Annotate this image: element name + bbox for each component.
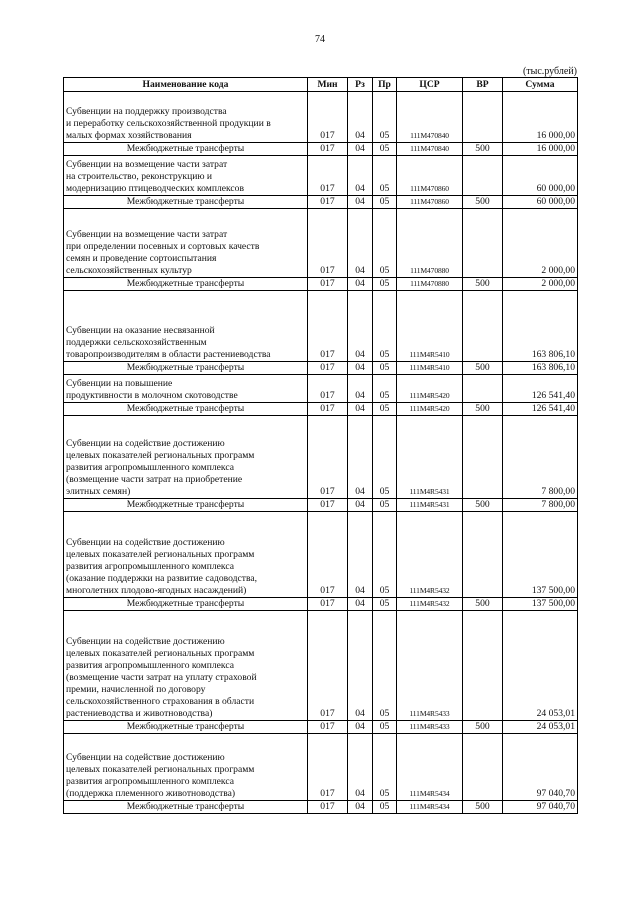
cell-vr: 500 — [463, 598, 503, 611]
table-row-subvention — [64, 375, 578, 403]
cell-name — [64, 196, 308, 209]
row-label: Межбюджетные трансферты — [126, 403, 245, 414]
cell-name — [64, 92, 308, 143]
cell-min: 017 — [308, 291, 348, 362]
cell-csr: 111M4R5432 — [397, 598, 463, 611]
cell-pr: 05 — [373, 801, 397, 814]
cell-vr: 500 — [463, 721, 503, 734]
header-pr: Пр — [373, 78, 397, 92]
table-row-subvention — [64, 156, 578, 196]
units-label: (тыс.рублей) — [522, 66, 577, 77]
cell-min: 017 — [308, 209, 348, 278]
cell-sum: 137 500,00 — [503, 598, 578, 611]
cell-name — [64, 721, 308, 734]
table-row-transfer — [64, 598, 578, 611]
cell-name — [64, 278, 308, 291]
table-row-transfer — [64, 721, 578, 734]
cell-vr — [463, 156, 503, 196]
cell-sum: 126 541,40 — [503, 375, 578, 403]
cell-name — [64, 209, 308, 278]
table-row-subvention — [64, 291, 578, 362]
cell-csr: 111M470880 — [397, 209, 463, 278]
cell-min: 017 — [308, 512, 348, 598]
row-label: Межбюджетные трансферты — [126, 598, 245, 609]
cell-sum: 7 800,00 — [503, 499, 578, 512]
cell-csr: 111M470860 — [397, 156, 463, 196]
cell-pr: 05 — [373, 499, 397, 512]
cell-min: 017 — [308, 196, 348, 209]
table-row-transfer — [64, 278, 578, 291]
cell-vr — [463, 416, 503, 499]
table-row-transfer — [64, 499, 578, 512]
cell-sum: 137 500,00 — [503, 512, 578, 598]
cell-min: 017 — [308, 598, 348, 611]
table-body — [64, 92, 578, 814]
cell-sum: 163 806,10 — [503, 362, 578, 375]
cell-min: 017 — [308, 156, 348, 196]
cell-name — [64, 362, 308, 375]
row-label: Субвенции на содействие достижению целевых показателей региональных программ развития агропромышленного комплекса (поддержка племенного животноводства) — [66, 752, 255, 799]
cell-vr — [463, 291, 503, 362]
cell-rz: 04 — [348, 362, 373, 375]
cell-csr: 111M4R5433 — [397, 611, 463, 721]
cell-pr: 05 — [373, 209, 397, 278]
cell-name — [64, 291, 308, 362]
cell-name — [64, 143, 308, 156]
table-row-subvention — [64, 92, 578, 143]
cell-pr: 05 — [373, 92, 397, 143]
cell-pr: 05 — [373, 143, 397, 156]
cell-sum: 97 040,70 — [503, 734, 578, 801]
cell-rz: 04 — [348, 156, 373, 196]
cell-vr: 500 — [463, 278, 503, 291]
row-label: Межбюджетные трансферты — [126, 143, 245, 154]
cell-vr: 500 — [463, 403, 503, 416]
cell-csr: 111M4R5431 — [397, 499, 463, 512]
cell-vr: 500 — [463, 143, 503, 156]
table-row-subvention — [64, 734, 578, 801]
cell-sum: 16 000,00 — [503, 92, 578, 143]
page-number: 74 — [315, 34, 325, 45]
cell-min: 017 — [308, 734, 348, 801]
header-min: Мин — [308, 78, 348, 92]
cell-sum: 60 000,00 — [503, 196, 578, 209]
cell-name — [64, 416, 308, 499]
cell-csr: 111M4R5433 — [397, 721, 463, 734]
cell-sum: 24 053,01 — [503, 611, 578, 721]
cell-pr: 05 — [373, 512, 397, 598]
cell-vr — [463, 375, 503, 403]
table-row-transfer — [64, 403, 578, 416]
cell-rz: 04 — [348, 278, 373, 291]
cell-min: 017 — [308, 278, 348, 291]
cell-pr: 05 — [373, 196, 397, 209]
cell-sum: 163 806,10 — [503, 291, 578, 362]
row-label: Межбюджетные трансферты — [126, 196, 245, 207]
cell-min: 017 — [308, 92, 348, 143]
row-label: Субвенции на возмещение части затрат при определении посевных и сортовых качеств семян и проведение сортоиспытания сельскохозяйственных культур — [66, 229, 260, 276]
cell-vr — [463, 734, 503, 801]
cell-name — [64, 403, 308, 416]
cell-vr — [463, 92, 503, 143]
cell-pr: 05 — [373, 416, 397, 499]
cell-csr: 111M4R5434 — [397, 801, 463, 814]
row-label: Межбюджетные трансферты — [126, 362, 245, 373]
table-row-subvention — [64, 209, 578, 278]
row-label: Субвенции на повышение продуктивности в молочном скотоводстве — [66, 378, 238, 401]
cell-min: 017 — [308, 362, 348, 375]
row-label: Субвенции на поддержку производства и переработку сельскохозяйственной продукции в малых формах хозяйствования — [66, 106, 271, 141]
table-row-transfer — [64, 801, 578, 814]
cell-vr: 500 — [463, 499, 503, 512]
cell-csr: 111M4R5410 — [397, 362, 463, 375]
cell-csr: 111M470840 — [397, 143, 463, 156]
row-label: Субвенции на возмещение части затрат на строительство, реконструкцию и модернизацию птицеводческих комплексов — [66, 159, 245, 194]
cell-rz: 04 — [348, 209, 373, 278]
cell-min: 017 — [308, 721, 348, 734]
cell-sum: 60 000,00 — [503, 156, 578, 196]
cell-name — [64, 598, 308, 611]
row-label: Субвенции на оказание несвязанной поддержки сельскохозяйственным товаропроизводителям в области растениеводства — [66, 325, 271, 360]
cell-csr: 111M470880 — [397, 278, 463, 291]
cell-sum: 97 040,70 — [503, 801, 578, 814]
cell-pr: 05 — [373, 291, 397, 362]
cell-csr: 111M470860 — [397, 196, 463, 209]
budget-table — [63, 77, 578, 814]
cell-name — [64, 375, 308, 403]
table-header-row — [64, 78, 578, 92]
cell-rz: 04 — [348, 196, 373, 209]
cell-min: 017 — [308, 143, 348, 156]
cell-rz: 04 — [348, 375, 373, 403]
cell-vr — [463, 512, 503, 598]
header-vr: ВР — [463, 78, 503, 92]
cell-rz: 04 — [348, 143, 373, 156]
cell-csr: 111M4R5420 — [397, 403, 463, 416]
cell-pr: 05 — [373, 375, 397, 403]
cell-rz: 04 — [348, 801, 373, 814]
cell-vr: 500 — [463, 196, 503, 209]
cell-name — [64, 734, 308, 801]
cell-min: 017 — [308, 611, 348, 721]
cell-name — [64, 512, 308, 598]
cell-vr: 500 — [463, 801, 503, 814]
row-label: Субвенции на содействие достижению целевых показателей региональных программ развития агропромышленного комплекса (возмещение части затрат на уплату страховой премии, начисленной по договору сельскохозяйственного страхования в области растениеводства и животноводства) — [66, 636, 257, 719]
cell-sum: 24 053,01 — [503, 721, 578, 734]
cell-rz: 04 — [348, 403, 373, 416]
cell-pr: 05 — [373, 403, 397, 416]
table-row-transfer — [64, 143, 578, 156]
cell-rz: 04 — [348, 92, 373, 143]
cell-rz: 04 — [348, 416, 373, 499]
cell-sum: 16 000,00 — [503, 143, 578, 156]
cell-sum: 7 800,00 — [503, 416, 578, 499]
cell-pr: 05 — [373, 598, 397, 611]
header-rz: Рз — [348, 78, 373, 92]
cell-pr: 05 — [373, 278, 397, 291]
cell-sum: 126 541,40 — [503, 403, 578, 416]
cell-pr: 05 — [373, 156, 397, 196]
cell-pr: 05 — [373, 734, 397, 801]
header-name: Наименование кода — [64, 78, 308, 92]
cell-csr: 111M4R5431 — [397, 416, 463, 499]
table-row-subvention — [64, 512, 578, 598]
cell-rz: 04 — [348, 721, 373, 734]
row-label: Субвенции на содействие достижению целевых показателей региональных программ развития агропромышленного комплекса (возмещение части затрат на приобретение элитных семян) — [66, 438, 255, 497]
cell-name — [64, 499, 308, 512]
cell-rz: 04 — [348, 611, 373, 721]
cell-rz: 04 — [348, 291, 373, 362]
cell-name — [64, 801, 308, 814]
row-label: Межбюджетные трансферты — [126, 721, 245, 732]
table-row-transfer — [64, 362, 578, 375]
cell-rz: 04 — [348, 512, 373, 598]
table-row-subvention — [64, 611, 578, 721]
cell-sum: 2 000,00 — [503, 278, 578, 291]
cell-min: 017 — [308, 801, 348, 814]
row-label: Субвенции на содействие достижению целевых показателей региональных программ развития агропромышленного комплекса (оказание поддержки на развитие садоводства, многолетних плодово-ягодных насаждений) — [66, 537, 258, 596]
table-row-subvention — [64, 416, 578, 499]
cell-vr — [463, 209, 503, 278]
cell-min: 017 — [308, 375, 348, 403]
cell-pr: 05 — [373, 611, 397, 721]
cell-csr: 111M4R5410 — [397, 291, 463, 362]
cell-name — [64, 156, 308, 196]
cell-vr — [463, 611, 503, 721]
cell-rz: 04 — [348, 499, 373, 512]
cell-pr: 05 — [373, 362, 397, 375]
cell-csr: 111M4R5434 — [397, 734, 463, 801]
header-csr: ЦСР — [397, 78, 463, 92]
row-label: Межбюджетные трансферты — [126, 278, 245, 289]
cell-min: 017 — [308, 499, 348, 512]
header-sum: Сумма — [503, 78, 578, 92]
table-row-transfer — [64, 196, 578, 209]
cell-vr: 500 — [463, 362, 503, 375]
cell-rz: 04 — [348, 734, 373, 801]
cell-sum: 2 000,00 — [503, 209, 578, 278]
row-label: Межбюджетные трансферты — [126, 801, 245, 812]
cell-min: 017 — [308, 416, 348, 499]
cell-name — [64, 611, 308, 721]
cell-csr: 111M470840 — [397, 92, 463, 143]
cell-rz: 04 — [348, 598, 373, 611]
cell-pr: 05 — [373, 721, 397, 734]
cell-min: 017 — [308, 403, 348, 416]
cell-csr: 111M4R5420 — [397, 375, 463, 403]
cell-csr: 111M4R5432 — [397, 512, 463, 598]
row-label: Межбюджетные трансферты — [126, 499, 245, 510]
